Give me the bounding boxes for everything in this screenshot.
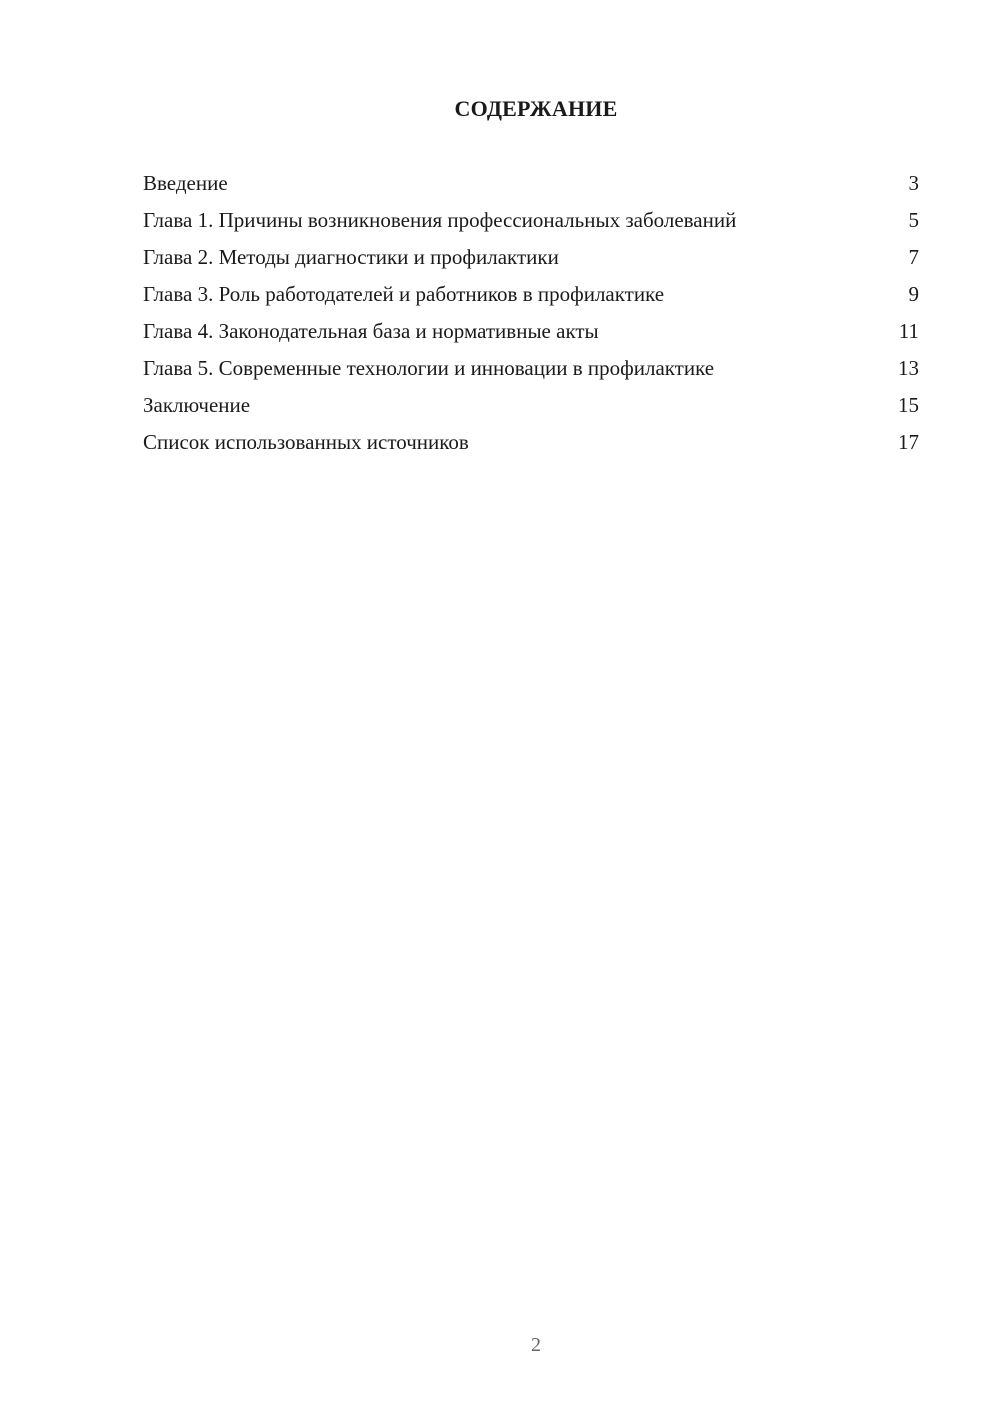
toc-item-conclusion [143, 392, 919, 419]
toc-item-page: 7 [908, 245, 919, 269]
toc-item-label: Введение [143, 171, 228, 195]
toc-item-page: 5 [908, 208, 919, 232]
toc-title: СОДЕРЖАНИЕ [454, 96, 618, 121]
toc-item-label: Список использованных источников [143, 430, 469, 454]
toc-item-page: 9 [908, 282, 919, 306]
toc-item-page: 11 [898, 319, 919, 343]
toc-item-label: Глава 1. Причины возникновения профессиональных заболеваний [143, 208, 737, 232]
toc-item-chapter-1 [143, 207, 919, 234]
toc-item-introduction [143, 170, 919, 197]
toc-item-chapter-2 [143, 244, 919, 271]
page-number: 2 [531, 1334, 541, 1356]
toc-item-label: Глава 5. Современные технологии и инновации в профилактике [143, 356, 715, 380]
toc-item-page: 17 [898, 430, 919, 454]
toc-item-page: 15 [898, 393, 919, 417]
toc-item-page: 3 [908, 171, 919, 195]
toc-item-chapter-3 [143, 281, 919, 308]
toc-list [143, 170, 919, 466]
toc-item-chapter-5 [143, 355, 919, 382]
toc-item-label: Заключение [143, 393, 251, 417]
toc-item-label: Глава 3. Роль работодателей и работников в профилактике [143, 282, 665, 306]
toc-item-chapter-4 [143, 318, 919, 345]
toc-item-label: Глава 4. Законодательная база и нормативные акты [143, 319, 599, 343]
toc-item-label: Глава 2. Методы диагностики и профилактики [143, 245, 559, 269]
toc-item-page: 13 [898, 356, 919, 380]
toc-item-references [143, 429, 919, 456]
